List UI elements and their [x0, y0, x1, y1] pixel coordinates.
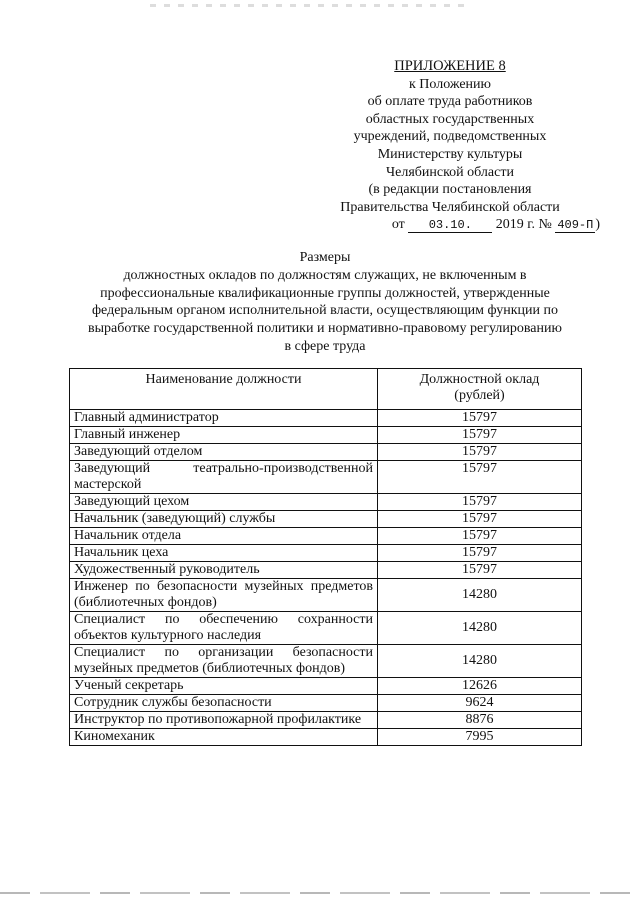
table-row	[70, 645, 582, 678]
appendix-block	[300, 58, 600, 234]
position-name: Начальник (заведующий) службы	[70, 511, 378, 528]
position-name: Заведующий театрально-производственной мастерской	[70, 461, 378, 494]
document-heading	[75, 249, 575, 356]
position-name: Заведующий цехом	[70, 494, 378, 511]
position-name: Начальник отдела	[70, 528, 378, 545]
heading-line: федеральным органом исполнительной власти, осуществляющим функции по	[91, 303, 559, 319]
position-name: Специалист по организации безопасности музейных предметов (библиотечных фондов)	[70, 645, 378, 678]
salary-value: 15797	[378, 528, 582, 545]
table-row	[70, 562, 582, 579]
salary-value: 14280	[378, 645, 582, 678]
header-position-name: Наименование должности	[70, 369, 378, 410]
heading-line: в сфере труда	[284, 338, 366, 354]
scan-artifact-top	[150, 4, 470, 7]
header-salary	[378, 369, 582, 410]
resolution-date: 03.10.	[408, 218, 492, 233]
salary-value: 12626	[378, 678, 582, 695]
appendix-line: (в редакции постановления	[368, 182, 532, 198]
resolution-date-line	[300, 216, 600, 234]
table-row	[70, 712, 582, 729]
salary-value: 7995	[378, 729, 582, 746]
table-row	[70, 461, 582, 494]
salary-value: 9624	[378, 695, 582, 712]
table-row	[70, 695, 582, 712]
table-row	[70, 427, 582, 444]
position-name: Начальник цеха	[70, 545, 378, 562]
table-row	[70, 579, 582, 612]
heading-title: Размеры	[299, 250, 351, 265]
position-name: Киномеханик	[70, 729, 378, 746]
resolution-number: 409-П	[557, 218, 594, 233]
salary-table	[69, 368, 582, 746]
table-row	[70, 545, 582, 562]
appendix-title: ПРИЛОЖЕНИЕ 8	[394, 58, 506, 74]
salary-value: 14280	[378, 579, 582, 612]
table-row	[70, 410, 582, 427]
appendix-line: об оплате труда работников	[367, 94, 533, 110]
table-row	[70, 528, 582, 545]
table-row	[70, 494, 582, 511]
salary-value: 15797	[378, 444, 582, 461]
table-row	[70, 729, 582, 746]
position-name: Сотрудник службы безопасности	[70, 695, 378, 712]
table-row	[70, 612, 582, 645]
scan-artifact-bottom	[0, 892, 640, 894]
appendix-line: к Положению	[408, 76, 491, 92]
position-name: Главный администратор	[70, 410, 378, 427]
table-row	[70, 678, 582, 695]
appendix-line: Министерству культуры	[377, 146, 523, 162]
salary-value: 15797	[378, 545, 582, 562]
salary-value: 15797	[378, 511, 582, 528]
appendix-line: учреждений, подведомственных	[353, 129, 547, 145]
salary-value: 15797	[378, 562, 582, 579]
position-name: Инженер по безопасности музейных предметов (библиотечных фондов)	[70, 579, 378, 612]
closing-paren: )	[595, 217, 600, 233]
salary-value: 15797	[378, 427, 582, 444]
salary-value: 15797	[378, 494, 582, 511]
position-name: Ученый секретарь	[70, 678, 378, 695]
heading-line: должностных окладов по должностям служащих, не включенным в	[123, 267, 527, 283]
appendix-line: областных государственных	[365, 111, 535, 127]
heading-line: выработке государственной политики и нормативно-правовому регулированию	[88, 321, 562, 337]
heading-line: профессиональные квалификационные группы должностей, утвержденные	[100, 285, 550, 301]
position-name: Художественный руководитель	[70, 562, 378, 579]
table-row	[70, 444, 582, 461]
year-number-label: 2019 г. №	[495, 217, 552, 233]
position-name: Заведующий отделом	[70, 444, 378, 461]
position-name: Специалист по обеспечению сохранности объектов культурного наследия	[70, 612, 378, 645]
position-name: Главный инженер	[70, 427, 378, 444]
salary-value: 15797	[378, 410, 582, 427]
table-header-row	[70, 369, 582, 410]
appendix-line: Челябинской области	[386, 164, 514, 180]
salary-value: 14280	[378, 612, 582, 645]
position-name: Инструктор по противопожарной профилактике	[70, 712, 378, 729]
date-prefix: от	[391, 217, 405, 233]
table-row	[70, 511, 582, 528]
header-salary-unit: (рублей)	[454, 388, 505, 403]
salary-value: 15797	[378, 461, 582, 494]
header-salary-line: Должностной оклад	[419, 372, 540, 387]
appendix-line: Правительства Челябинской области	[340, 199, 560, 215]
salary-value: 8876	[378, 712, 582, 729]
